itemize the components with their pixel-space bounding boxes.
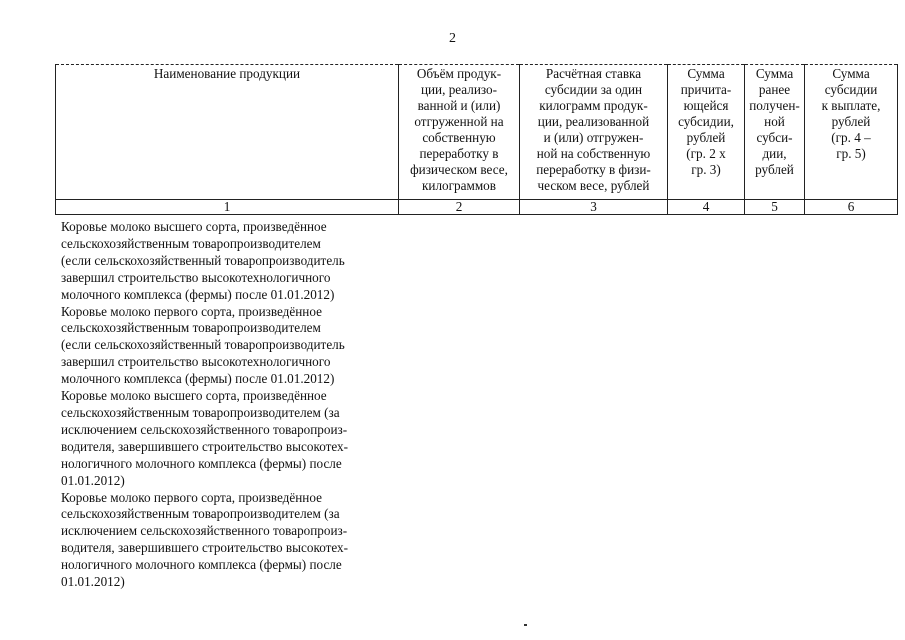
header-line: субси- [756, 130, 793, 145]
product-line: завершил строительство высокотехнологичного [61, 354, 331, 370]
product-line: исключением сельскохозяйственного товаропроиз- [61, 421, 348, 437]
header-line: и (или) отгружен- [543, 130, 644, 145]
header-due-amount [668, 65, 745, 200]
header-line: Сумма [687, 66, 725, 81]
header-line: Сумма [755, 66, 794, 81]
header-line: ющейся [683, 98, 729, 113]
header-line: переработку в [419, 146, 499, 161]
product-line: 01.01.2012) [61, 472, 125, 488]
header-line: ческом весе, рублей [537, 178, 650, 193]
header-line: килограмм продук- [539, 98, 648, 113]
header-line: собственную [422, 130, 496, 145]
product-line: водителя, завершившего строительство высокотех- [61, 540, 349, 556]
header-line: рублей [686, 130, 726, 145]
header-line: получен- [749, 98, 800, 113]
product-item [61, 219, 396, 304]
header-volume [399, 65, 520, 200]
header-line: переработку в физи- [536, 162, 651, 177]
column-number: 1 [56, 200, 399, 215]
header-line: рублей [831, 114, 871, 129]
header-line: субсидии, [678, 114, 734, 129]
product-item [61, 490, 396, 591]
header-line: Расчётная ставка [545, 66, 642, 81]
product-line: нологичного молочного комплекса (фермы) после [61, 557, 342, 573]
product-item [61, 304, 396, 389]
column-number: 5 [745, 200, 805, 215]
product-line: сельскохозяйственным товаропроизводителем (за [61, 404, 340, 420]
product-item [61, 388, 396, 489]
product-line: Коровье молоко высшего сорта, произведённое [61, 388, 327, 404]
product-line: завершил строительство высокотехнологичного [61, 269, 331, 285]
header-line: (гр. 2 х [686, 146, 726, 161]
column-number: 3 [520, 200, 668, 215]
header-line: субсидии [824, 82, 878, 97]
product-line: исключением сельскохозяйственного товаропроиз- [61, 523, 348, 539]
header-line: (гр. 4 – [831, 130, 871, 145]
header-rate [520, 65, 668, 200]
scan-mark [524, 624, 527, 626]
header-line: Сумма [832, 66, 870, 81]
product-line: водителя, завершившего строительство высокотех- [61, 438, 349, 454]
header-payable-amount [805, 65, 898, 200]
header-received-amount [745, 65, 805, 200]
table-header-row [56, 65, 898, 200]
product-line: сельскохозяйственным товаропроизводителем [61, 235, 321, 251]
header-line: к выплате, [821, 98, 881, 113]
header-product-name [56, 65, 399, 200]
product-list [61, 219, 396, 591]
product-line: молочного комплекса (фермы) после 01.01.2012) [61, 371, 335, 387]
product-line: молочного комплекса (фермы) после 01.01.2012) [61, 286, 335, 302]
header-line: ции, реализованной [537, 114, 650, 129]
header-line: гр. 5) [836, 146, 866, 161]
header-line: Объём продук- [416, 66, 502, 81]
header-line: ванной и (или) [417, 98, 501, 113]
product-line: (если сельскохозяйственный товаропроизводитель [61, 337, 345, 353]
page-number: 2 [449, 31, 456, 46]
product-line: Коровье молоко высшего сорта, произведённое [61, 219, 327, 234]
header-line: ной на собственную [536, 146, 651, 161]
header-line: ранее [758, 82, 791, 97]
column-number-row [56, 200, 898, 215]
column-number: 6 [805, 200, 898, 215]
header-line: рублей [755, 162, 794, 177]
product-line: (если сельскохозяйственный товаропроизводитель [61, 252, 345, 268]
header-line: ции, реализо- [420, 82, 498, 97]
product-line: Коровье молоко первого сорта, произведённое [61, 303, 322, 319]
subsidy-table [55, 64, 898, 215]
header-line: килограммов [421, 178, 496, 193]
column-number: 4 [668, 200, 745, 215]
product-line: нологичного молочного комплекса (фермы) после [61, 455, 342, 471]
header-line: субсидии за один [544, 82, 643, 97]
header-line: дии, [762, 146, 787, 161]
column-number: 2 [399, 200, 520, 215]
header-line: Наименование продукции [153, 66, 301, 81]
header-line: отгруженной на [414, 114, 504, 129]
header-line: физическом весе, [410, 162, 508, 177]
header-line: гр. 3) [691, 162, 721, 177]
header-line: причита- [680, 82, 732, 97]
product-line: сельскохозяйственным товаропроизводителем (за [61, 506, 340, 522]
product-line: сельскохозяйственным товаропроизводителем [61, 320, 321, 336]
header-line: ной [764, 114, 785, 129]
product-line: Коровье молоко первого сорта, произведённое [61, 489, 322, 505]
product-line: 01.01.2012) [61, 574, 125, 590]
